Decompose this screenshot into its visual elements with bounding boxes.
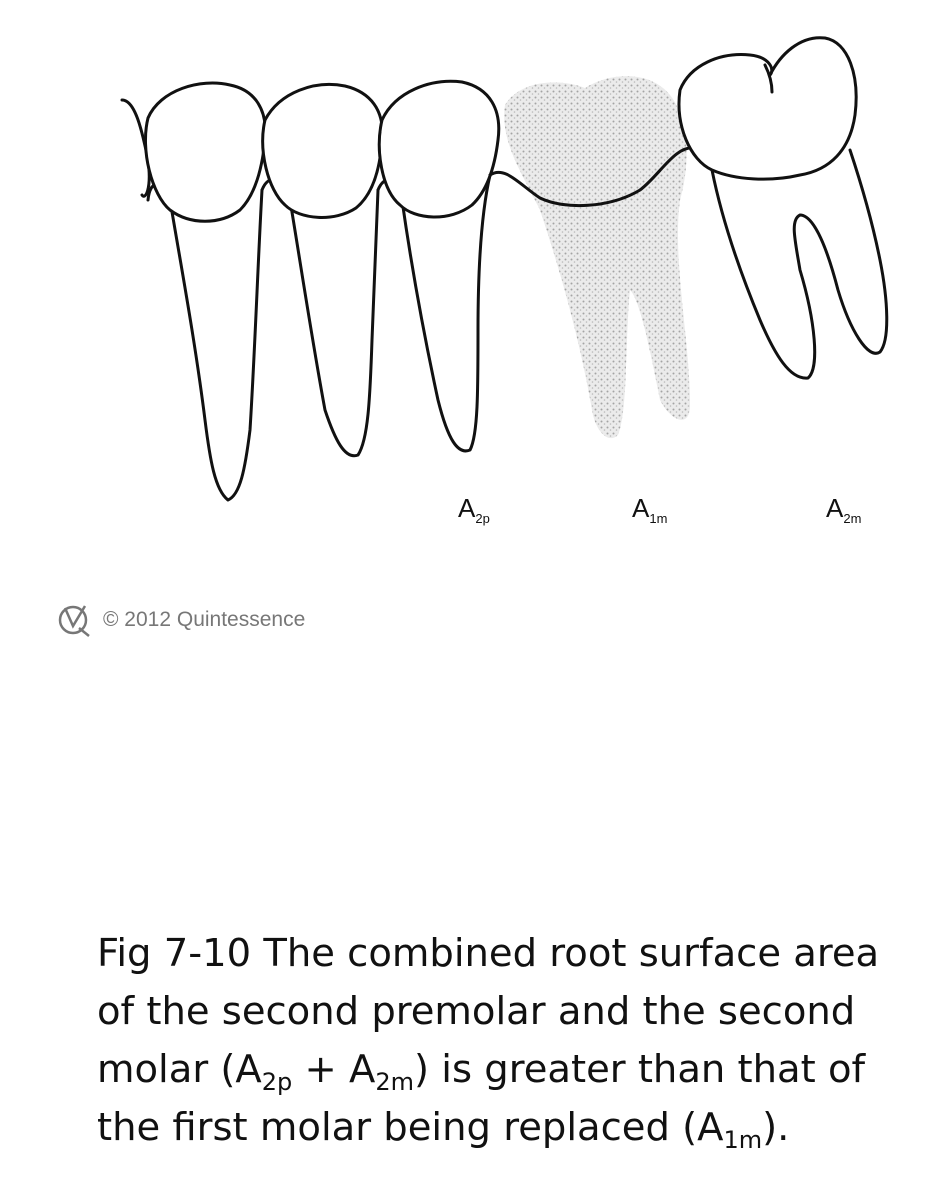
second-molar <box>679 38 887 378</box>
second-premolar <box>378 81 499 451</box>
second-tooth <box>262 84 382 455</box>
copyright-text: © 2012 Quintessence <box>103 608 306 631</box>
label-a2m: $A_{2m}$ <box>826 493 862 526</box>
caption-line-1: Fig 7-10 The combined root surface area <box>97 931 880 976</box>
caption-line-2: of the second premolar and the second <box>97 989 856 1034</box>
caption-line-4: the first molar being replaced $(A_{1m})$. <box>97 1105 790 1154</box>
missing-first-molar <box>504 76 690 438</box>
figure-caption <box>97 925 927 1157</box>
caption-line-3: molar $(A_{2p} + A_{2m})$ is greater than that of <box>97 1047 866 1096</box>
first-premolar <box>145 83 265 500</box>
label-a2p: $A_{2p}$ <box>458 493 490 526</box>
copyright-notice <box>55 602 305 638</box>
label-a1m: $A_{1m}$ <box>632 493 668 526</box>
quintessence-logo-icon <box>55 602 97 638</box>
